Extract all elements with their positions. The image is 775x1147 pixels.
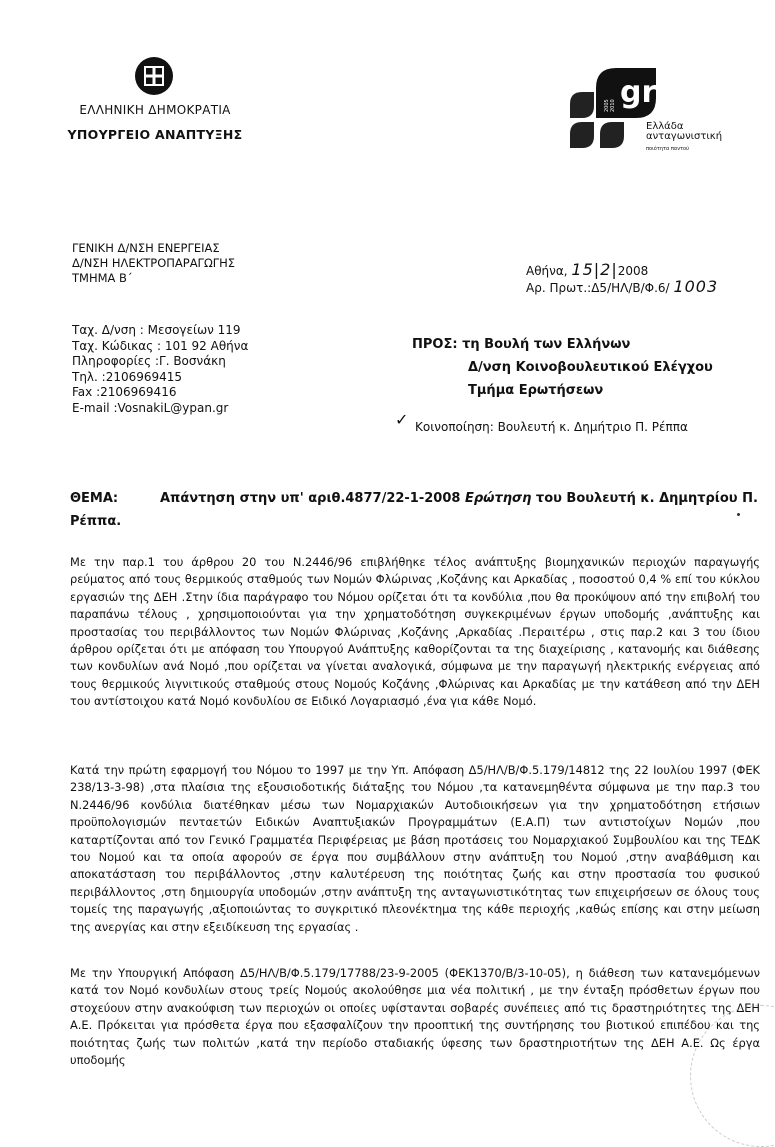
subject-text-end: του Βουλευτή κ. Δημητρίου Π. Ρέππα. xyxy=(70,491,758,529)
subject-label: ΘΕΜΑ: xyxy=(70,491,119,506)
body-paragraph-1: Με την παρ.1 του άρθρου 20 του Ν.2446/96 επιβλήθηκε τέλος ανάπτυξης βιομηχανικών περιοχών παραγωγής ρεύματος από τους θερμικούς σταθμούς των Νομών Φλώρινας ,Κοζάνης και Αρκαδίας , ποσοστού 0,4 % επί του κύκλου εργασιών της ΔΕΗ .Στην ίδια παράγραφο του Νόμου ορίζεται ότι τα κονδύλια ,που θα προκύψουν από την επιβολή του παραπάνω τέλους , χρησιμοποιούνται για την χρηματοδότηση συγκεκριμένων έργων υποδομής ,ανάπτυξης και προστασίας του περιβάλλοντος των Νομών Φλώρινας ,Κοζάνης ,Αρκαδίας .Περαιτέρω , στις παρ.2 και 3 του ίδιου άρθρου ορίζεται ότι με απόφαση του Υπουργού Ανάπτυξης καθορίζονται τα της διαχείρισης , κατανομής και διάθεσης των κονδυλίων ανά Νομό ,που ορίζεται να γίνεται αναλογικά, σύμφωνα με την παραγωγή ηλεκτρικής ενέργειας από τους θερμικούς λιγνιτικούς σταθμούς στους Νομούς Κοζάνης ,Φλώρινας και Αρκαδίας με την κατάθεση από την ΔΕΗ του αντίστοιχου κατά Νομό κονδυλίου σε Ειδικό Λογαριασμό ,ένα για κάθε Νομό. xyxy=(70,555,760,709)
contact-postcode: Ταχ. Κώδικας : 101 92 Αθήνα xyxy=(72,338,249,353)
recipient-line-3: Τμήμα Ερωτήσεων xyxy=(468,383,604,398)
ministry-heading: ΥΠΟΥΡΓΕΙΟ ΑΝΑΠΤΥΞΗΣ xyxy=(67,127,243,142)
svg-text:gr: gr xyxy=(620,75,657,110)
cc-line: Κοινοποίηση: Βουλευτή κ. Δημήτριο Π. Ρέππα xyxy=(415,420,688,434)
handwritten-protocol-number: 1003 xyxy=(673,277,719,296)
recipient-line-2: Δ/νση Κοινοβουλευτικού Ελέγχου xyxy=(468,360,713,375)
department-block xyxy=(72,241,235,286)
recipient-label: ΠΡΟΣ: xyxy=(412,337,458,352)
contact-address: Ταχ. Δ/νση : Μεσογείων 119 xyxy=(72,323,241,337)
scan-speck xyxy=(737,513,740,516)
republic-heading: ΕΛΛΗΝΙΚΗ ΔΗΜΟΚΡΑΤΙΑ xyxy=(79,103,231,117)
date-protocol-block xyxy=(526,262,718,296)
body-paragraph-3: Με την Υπουργική Απόφαση Δ5/ΗΛ/Β/Φ.5.179/17788/23-9-2005 (ΦΕΚ1370/Β/3-10-05), η διάθεση των κατανεμόμενων κατά τον Νομό κονδυλίων στους τρείς Νομούς ακολούθησε μια νέα πολιτική , με την ένταξη πρόσθετων έργων που στοχεύουν στην ανακούφιση των περιοχών οι οποίες υφίστανται σοβαρές συνέπειες από τις δραστηριότητες της ΔΕΗ Α.Ε. Πρόκειται για πρόσθετα έργα που εξασφαλίζουν την προοπτική της συντήρησης του βιοτικού επιπέδου και της ποιότητας ζωής των πολιτών ,κατά την περίοδο σταδιακής ύφεσης των δραστηριοτήτων της ΔΕΗ Α.Ε. Ως έργα υποδομής xyxy=(70,966,760,1068)
department-line: ΤΜΗΜΑ Β΄ xyxy=(72,271,133,285)
logo-line-2: ανταγωνιστική xyxy=(646,131,723,142)
contact-email: E-mail :VosnakiL@ypan.gr xyxy=(72,400,229,415)
subject-block xyxy=(70,487,760,533)
contact-info-person: Πληροφορίες :Γ. Βοσνάκη xyxy=(72,354,226,369)
logo-tagline: ποιότητα παντού xyxy=(646,146,689,152)
svg-text:2005: 2005 xyxy=(604,99,610,112)
svg-text:2010: 2010 xyxy=(610,99,616,112)
greek-coat-of-arms-icon xyxy=(135,57,173,95)
contact-phone: Τηλ. :2106969415 xyxy=(72,369,183,384)
handwritten-date: 15|2| xyxy=(571,260,618,279)
department-line: ΓΕΝΙΚΗ Δ/ΝΣΗ ΕΝΕΡΓΕΙΑΣ xyxy=(72,241,220,255)
recipient-block xyxy=(412,333,713,402)
place-label: Αθήνα, xyxy=(526,264,568,278)
checkmark-icon: ✓ xyxy=(395,410,409,429)
body-paragraph-2: Κατά την πρώτη εφαρμογή του Νόμου το 1997 με την Υπ. Απόφαση Δ5/ΗΛ/Β/Φ.5.179/14812 της 22 Ιουλίου 1997 (ΦΕΚ 238/13-3-98) ,στα πλαίσια της εξουσιοδοτικής διάταξης του Νόμου ,τα κατανεμηθέντα σύμφωνα με την παρ.3 του Ν.2446/96 κονδύλια διατέθηκαν μέσω των Νομαρχιακών Αυτοδιοικήσεων για την χρηματοδότηση ετήσιων προϋπολογισμών πενταετών Ειδικών Αναπτυξιακών Προγραμμάτων (Ε.Α.Π) των αντιστοίχων Νομών ,που καταρτίζονται από τον Γενικό Γραμματέα Περιφέρειας με βάση προτάσεις του Νομαρχιακού Συμβουλίου και της ΤΕΔΚ του Νομού και τα οποία αφορούν σε έργα που συμβάλλουν στην ανάπτυξη του Νομού ,στην αναβάθμιση και αποκατάσταση του περιβάλλοντος ,στην καλυτέρευση της ποιότητας ζωής και στην προστασία του φυσικού περιβάλλοντος ,στη δημιουργία υποδομών ,στην ανάπτυξη της ανταγωνιστικότητας των επιχειρήσεων σε όλους τους τομείς της παραγωγής ,αξιοποιώντας το συγκριτικό πλεονέκτημα της κάθε περιοχής ,καθώς επίσης και στην μείωση της ανεργίας και στην εξειδίκευση της εργασίας . xyxy=(70,763,760,934)
recipient-line-1 xyxy=(412,333,713,356)
subject-text: Απάντηση στην υπ' αριθ.4877/22-1-2008 xyxy=(160,491,465,506)
protocol-line xyxy=(526,279,718,296)
department-line: Δ/ΝΣΗ ΗΛΕΚΤΡΟΠΑΡΑΓΩΓΗΣ xyxy=(72,256,236,270)
logo-caption xyxy=(646,122,722,154)
contact-block xyxy=(72,323,248,417)
recipient-name: τη Βουλή των Ελλήνων xyxy=(462,337,631,352)
contact-fax: Fax :2106969416 xyxy=(72,385,177,400)
date-year: 2008 xyxy=(617,264,649,278)
subject-italic: Ερώτηση xyxy=(464,491,532,506)
protocol-label: Αρ. Πρωτ.:Δ5/ΗΛ/Β/Φ.6/ xyxy=(526,281,670,295)
logo-line-1: Ελλάδα xyxy=(646,121,684,132)
